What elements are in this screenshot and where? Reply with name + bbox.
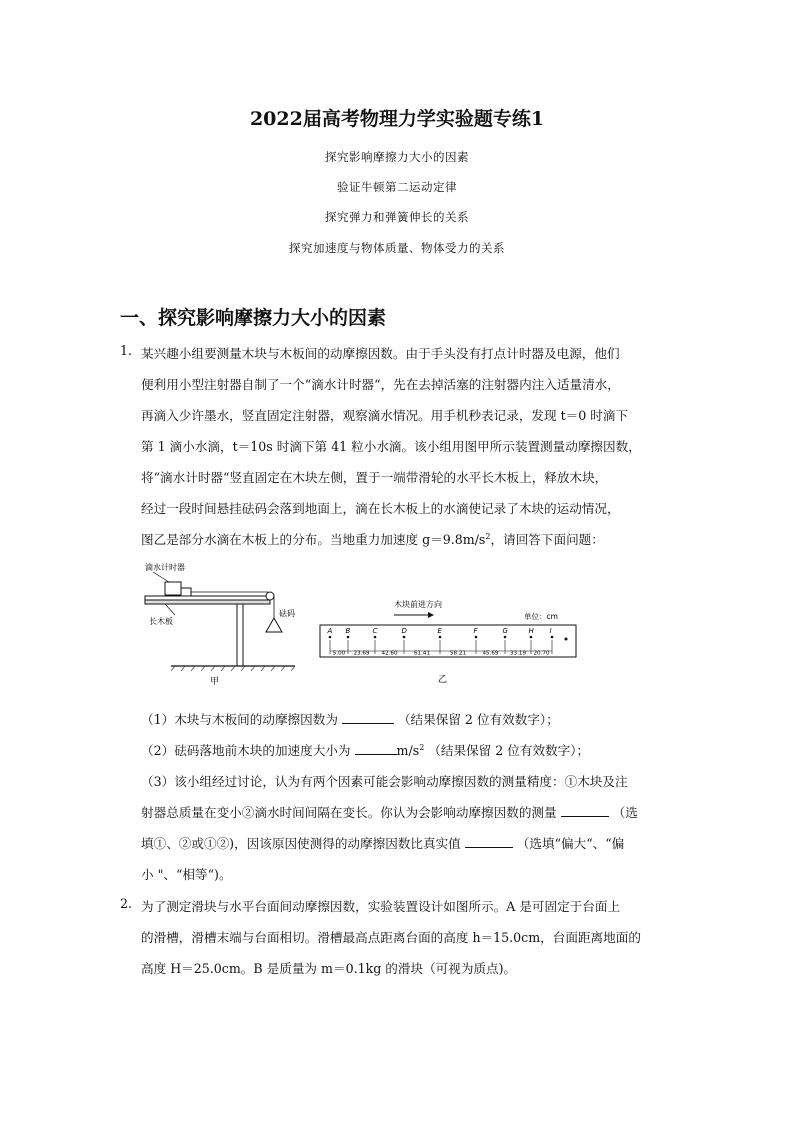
distance-label-7: 33.19 <box>509 650 527 657</box>
distance-label-4: 61.41 <box>413 650 431 657</box>
q1-sub-2-unit: m/s <box>396 743 420 758</box>
q1-sub-3-line-3 <box>141 833 624 852</box>
figure-a-table-top <box>145 600 270 604</box>
distance-label-2: 23.69 <box>353 650 370 657</box>
drip-dot-D <box>403 636 406 639</box>
drip-dot-I <box>551 636 554 639</box>
q1-line-2: 便利用小型注射器自制了一个“滴水计时器“，先在去掉活塞的注射器内注入适量清水， <box>141 377 620 392</box>
q1-sub-1-answer-blank[interactable] <box>342 711 394 724</box>
topic-2: 验证牛顿第二运动定律 <box>337 180 457 194</box>
point-label-F: F <box>473 627 478 635</box>
topic-3: 探究弹力和弹簧伸长的关系 <box>325 210 469 224</box>
point-label-E: E <box>437 627 442 635</box>
q1-sub-3-text-2: 射器总质量在变小②滴水时间间隔在变长。你认为会影响动摩擦因数的测量 <box>141 805 557 820</box>
q1-sup: 2 <box>485 531 491 541</box>
q1-sub-1 <box>141 709 559 728</box>
figure-b-arrow-head <box>428 612 434 618</box>
figure-a-wood-block <box>181 588 191 596</box>
drip-dot-H <box>530 636 533 639</box>
drip-dot-extra <box>565 638 568 641</box>
q1-sub-2-note: （结果保留 2 位有效数字）； <box>428 743 590 758</box>
figure-a-leader-timer <box>153 572 169 582</box>
figure-a-board <box>145 596 270 600</box>
figure-b-unit-label: 单位：cm <box>524 612 558 621</box>
page-title: 2022届高考物理力学实验题专练1 <box>249 108 545 130</box>
q1-line-7 <box>141 529 604 548</box>
point-label-I: I <box>549 627 552 635</box>
q1-text-1: 某兴趣小组要测量木块与木板间的动摩擦因数。由于手头没有打点计时器及电源，他们 <box>141 346 620 361</box>
distance-label-8: 20.70 <box>533 650 550 657</box>
figure-a-leader-board <box>165 604 175 615</box>
q1-sub-2 <box>141 740 589 759</box>
q1-sub-3-line-2 <box>141 802 638 821</box>
q1-line-1 <box>120 343 620 362</box>
q2-number: 2. <box>120 896 133 911</box>
q2-line-3: 高度 H＝25.0cm。B 是质量为 m＝0.1kg 的滑块（可视为质点)。 <box>141 961 517 976</box>
q1-line-4: 第 1 滴小水滴，t＝10s 时滴下第 41 粒小水滴。该小组用图甲所示装置测量动摩擦因数， <box>141 439 641 454</box>
section-heading: 一、探究影响摩擦力大小的因素 <box>120 307 387 329</box>
figure-a-pulley <box>266 592 274 600</box>
q1-sub-2-answer-blank[interactable] <box>355 742 397 755</box>
figure-b-drip-pattern <box>318 595 580 690</box>
figure-a-label-weight: 砝码 <box>279 609 295 618</box>
point-label-B: B <box>345 627 351 635</box>
drip-dot-F <box>475 636 478 639</box>
topic-1: 探究影响摩擦力大小的因素 <box>325 150 469 164</box>
q1-sub-1-note: （结果保留 2 位有效数字）； <box>397 712 559 727</box>
drip-dot-E <box>439 636 442 639</box>
q1-line-3: 再滴入少许墨水，竖直固定注射器，观察滴水情况。用手机秒表记录，发现 t＝0 时滴下 <box>141 408 629 423</box>
q1-number: 1. <box>120 343 133 358</box>
figure-a-label-board: 长木板 <box>149 617 173 626</box>
q1-line-5: 将“滴水计时器“竖直固定在木块左侧，置于一端带滑轮的水平长木板上，释放木块， <box>141 470 608 485</box>
q1-text-7-post: ，请回答下面问题： <box>490 532 604 547</box>
figure-a-table-leg <box>237 604 243 666</box>
topic-4: 探究加速度与物体质量、物体受力的关系 <box>289 241 505 255</box>
q1-sub-2-text: （2）砝码落地前木块的加速度大小为 <box>141 743 351 758</box>
point-label-D: D <box>401 627 407 635</box>
q1-sub-3-answer-blank-2[interactable] <box>465 835 513 848</box>
figure-a-weight <box>266 618 282 632</box>
figure-b-direction-label: 木块前进方向 <box>394 600 442 609</box>
figure-a-apparatus <box>135 560 295 685</box>
q2-line-1 <box>120 896 621 915</box>
q2-text-1: 为了测定滑块与水平台面间动摩擦因数，实验装置设计如图所示。A 是可固定于台面上 <box>141 899 621 914</box>
drip-dot-C <box>374 636 377 639</box>
q1-sub-3-line-4: 小 "、“相等“)。 <box>141 867 232 882</box>
q1-sub-3-text-3-post: （选填“偏大“、“偏 <box>516 836 625 851</box>
figure-b-caption: 乙 <box>438 675 448 685</box>
distance-label-5: 58.21 <box>449 650 467 657</box>
distance-label-1: 5.00 <box>332 650 346 657</box>
distance-label-3: 42.60 <box>381 650 398 657</box>
distance-label-6: 45.69 <box>482 650 499 657</box>
figure-a-timer-block <box>165 582 181 595</box>
q1-sub-3-line-1: （3）该小组经过讨论，认为有两个因素可能会影响动摩擦因数的测量精度：①木块及注 <box>141 774 628 789</box>
figure-a-caption: 甲 <box>210 677 220 685</box>
drip-dot-B <box>347 636 350 639</box>
q1-sub-3-text-3: 填①、②或①②)，因该原因使测得的动摩擦因数比真实值 <box>141 836 461 851</box>
figure-a-floor-hatch <box>171 666 295 671</box>
q1-sub-1-text: （1）木块与木板间的动摩擦因数为 <box>141 712 338 727</box>
q1-sub-3-answer-blank-1[interactable] <box>561 804 609 817</box>
q1-sub-2-sup: 2 <box>419 742 425 752</box>
point-label-C: C <box>372 627 378 635</box>
q2-line-2: 的滑槽，滑槽末端与台面相切。滑槽最高点距离台面的高度 h＝15.0cm，台面距离地面的 <box>141 930 641 945</box>
q1-text-7: 图乙是部分水滴在木板上的分布。当地重力加速度 g＝9.8m/s <box>141 532 486 547</box>
drip-dot-G <box>504 636 507 639</box>
figure-a-label-timer: 滴水计时器 <box>145 563 185 572</box>
drip-dot-A <box>329 636 332 639</box>
point-label-A: A <box>327 627 333 635</box>
point-label-G: G <box>502 627 508 635</box>
q1-sub-3-text-2-post: （选 <box>612 805 638 820</box>
point-label-H: H <box>528 627 534 635</box>
q1-line-6: 经过一段时间悬挂砝码会落到地面上，滴在长木板上的水滴使记录了木块的运动情况， <box>141 501 620 516</box>
